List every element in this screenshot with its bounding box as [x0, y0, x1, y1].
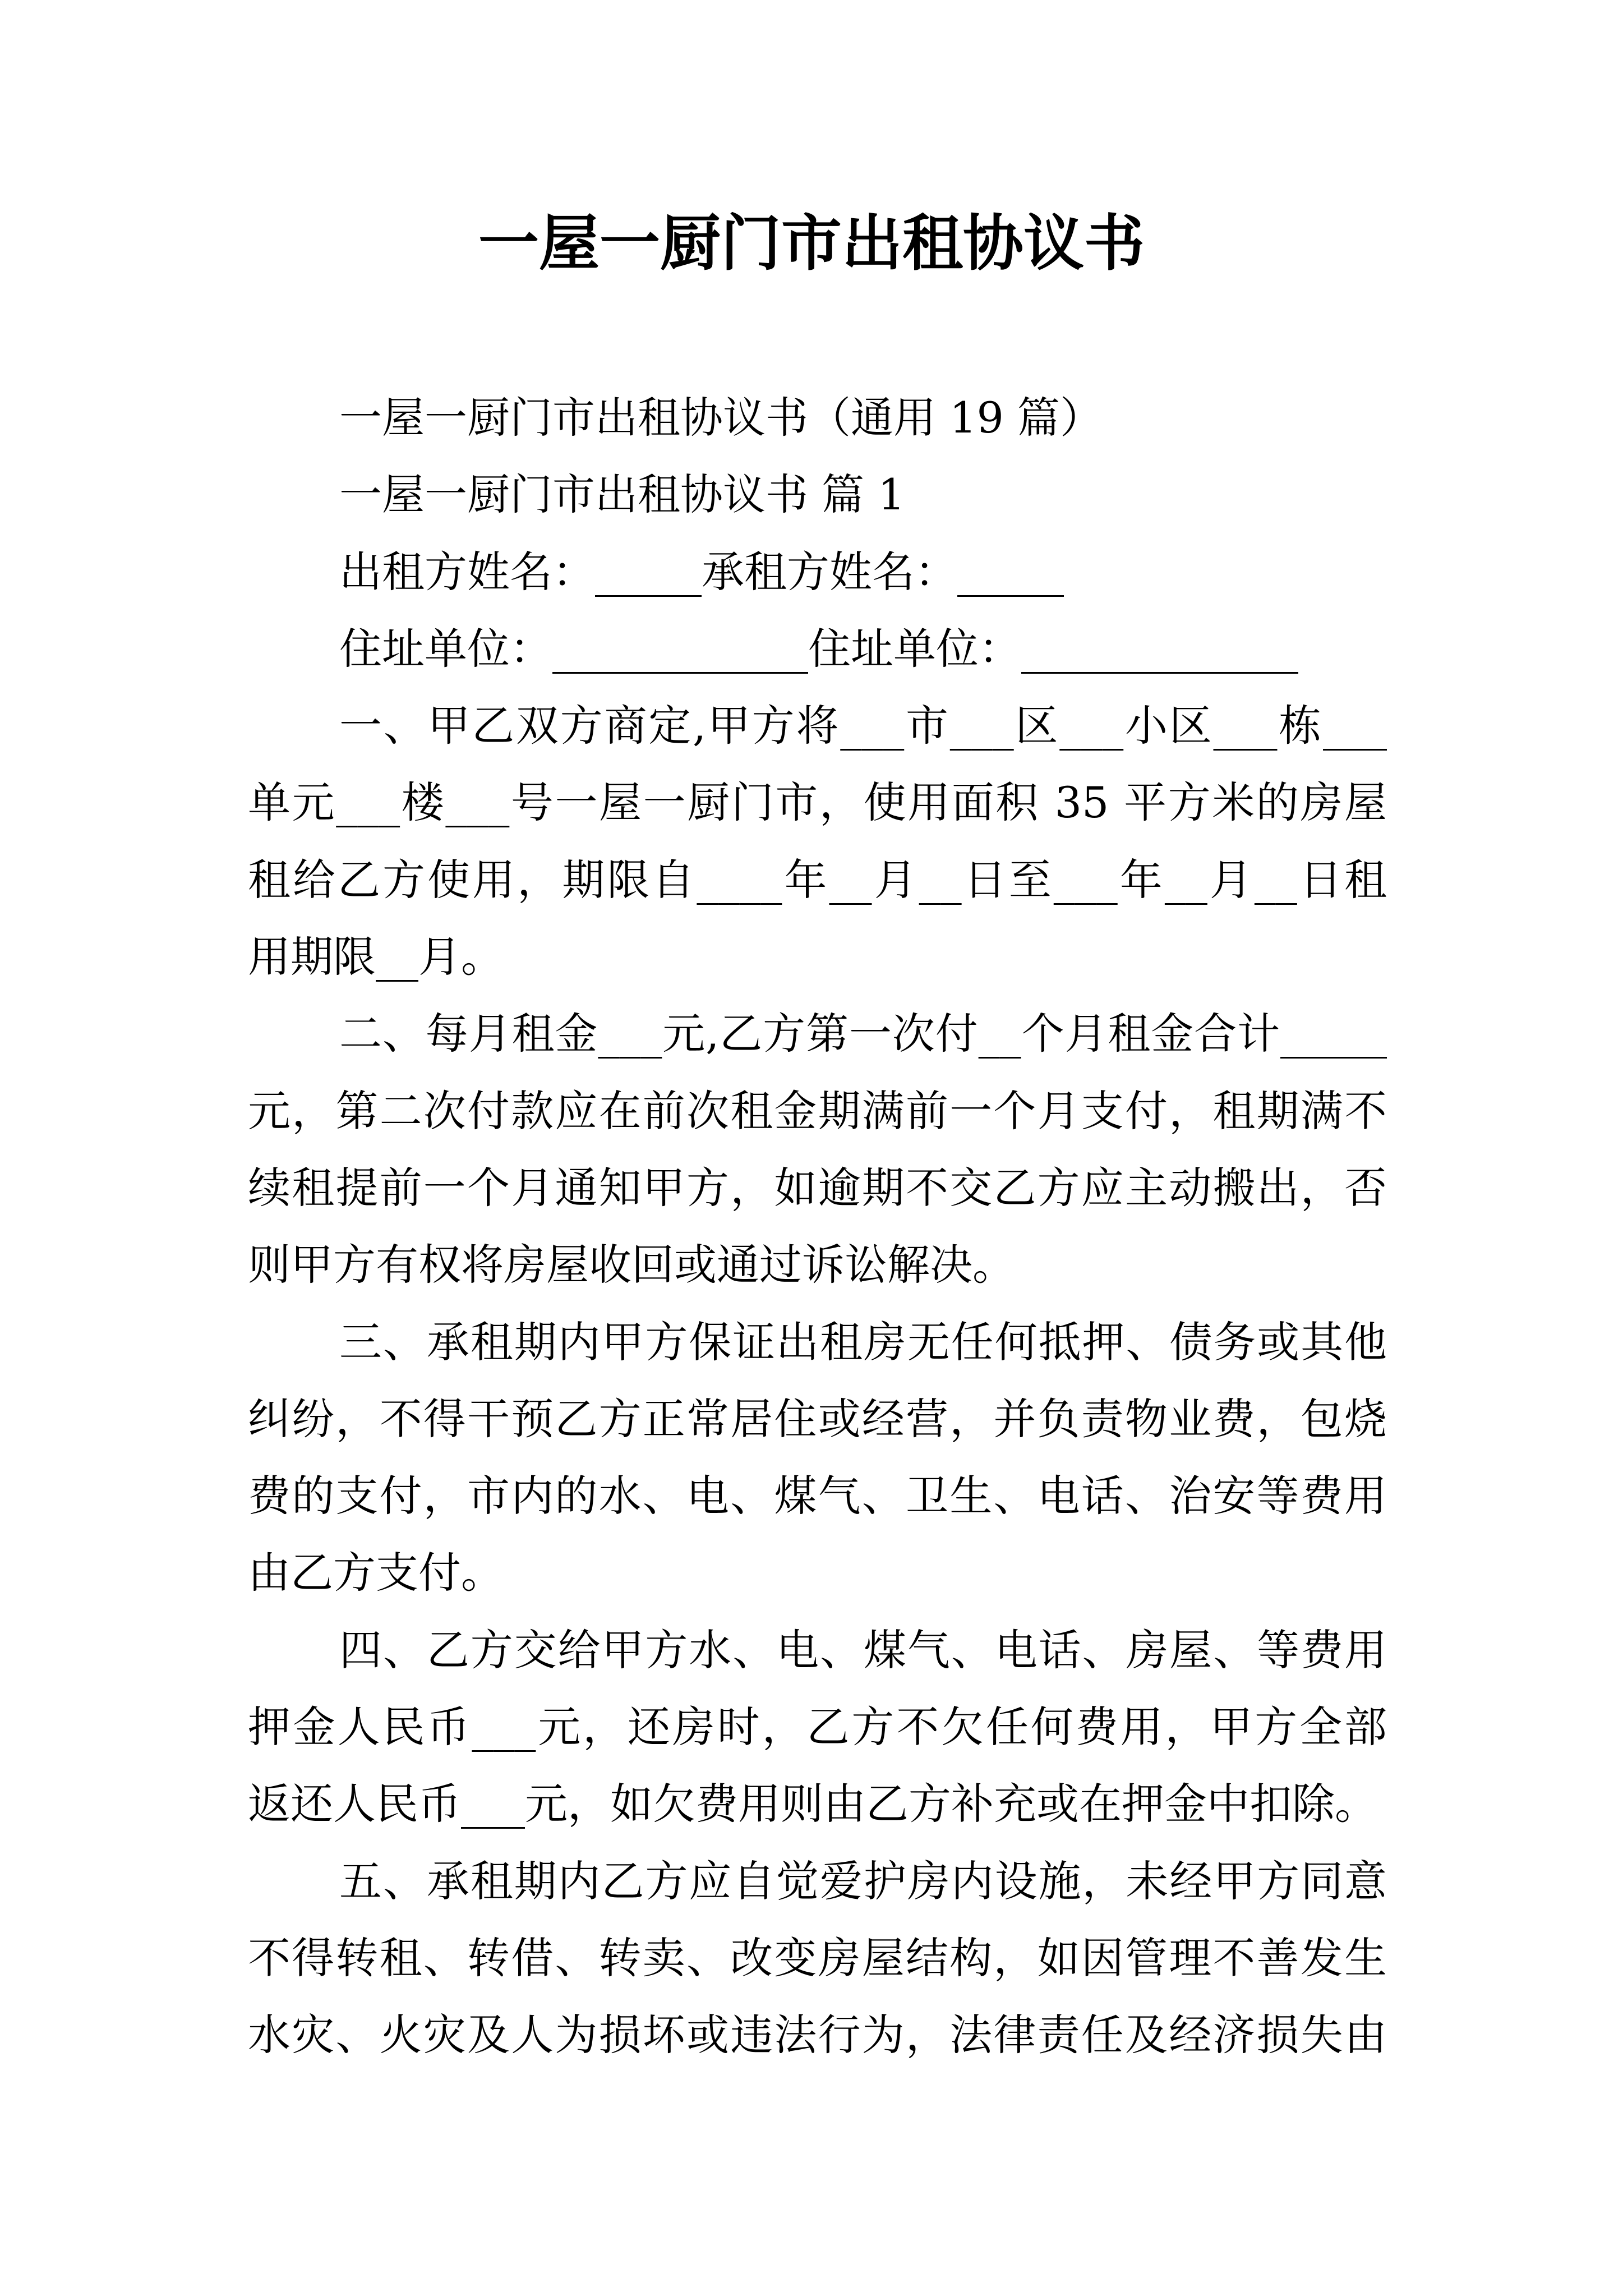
text-line: 不得转租、转借、转卖、改变房屋结构，如因管理不善发生 [248, 1932, 1387, 1983]
paragraph [248, 1612, 1387, 1843]
text-line: 水灾、火灾及人为损坏或违法行为，法律责任及经济损失由 [248, 2010, 1387, 2060]
text-line: 费的支付，市内的水、电、煤气、卫生、电话、治安等费用 [248, 1471, 1387, 1521]
paragraph [248, 687, 1387, 995]
paragraph [248, 533, 1387, 610]
text-line: 四、乙方交给甲方水、电、煤气、电话、房屋、等费用 [339, 1625, 1387, 1675]
text-line: 五、承租期内乙方应自觉爱护房内设施，未经甲方同意 [339, 1856, 1387, 1906]
document-body [248, 379, 1387, 2074]
text-line: 返还人民币___元，如欠费用则由乙方补充或在押金中扣除。 [248, 1779, 1377, 1829]
text-line: 则甲方有权将房屋收回或通过诉讼解决。 [248, 1240, 1015, 1290]
text-line: 租给乙方使用，期限自____年__月__日至___年__月__日租 [248, 854, 1387, 905]
document-title: 一屋一厨门市出租协议书 [478, 208, 1145, 279]
text-line: 二、每月租金___元,乙方第一次付__个月租金合计_____ [339, 1009, 1387, 1059]
text-line: 三、承租期内甲方保证出租房无任何抵押、债务或其他 [339, 1317, 1387, 1367]
paragraph [248, 379, 1387, 456]
text-line: 押金人民币___元，还房时，乙方不欠任何费用，甲方全部 [248, 1702, 1387, 1752]
paragraph [248, 995, 1387, 1303]
text-line: 用期限__月。 [248, 932, 504, 982]
text-line: 元，第二次付款应在前次租金期满前一个月支付，租期满不 [248, 1085, 1387, 1136]
paragraph [248, 1304, 1387, 1612]
text-line: 续租提前一个月通知甲方，如逾期不交乙方应主动搬出，否 [248, 1162, 1387, 1213]
text-line: 纠纷，不得干预乙方正常居住或经营，并负责物业费，包烧 [248, 1393, 1387, 1444]
text-line: 出租方姓名：_____承租方姓名：_____ [339, 546, 1064, 597]
paragraph [248, 610, 1387, 687]
text-line: 住址单位：____________住址单位：_____________ [339, 623, 1298, 674]
text-line: 一屋一厨门市出租协议书（通用 19 篇） [339, 393, 1103, 443]
text-line: 一屋一厨门市出租协议书 篇 1 [339, 470, 905, 520]
paragraph [248, 456, 1387, 533]
text-line: 一、甲乙双方商定,甲方将___市___区___小区___栋___ [339, 701, 1387, 751]
paragraph [248, 1843, 1387, 2074]
text-line: 由乙方支付。 [248, 1548, 504, 1598]
text-line: 单元___楼___号一屋一厨门市，使用面积 35 平方米的房屋 [248, 777, 1387, 828]
